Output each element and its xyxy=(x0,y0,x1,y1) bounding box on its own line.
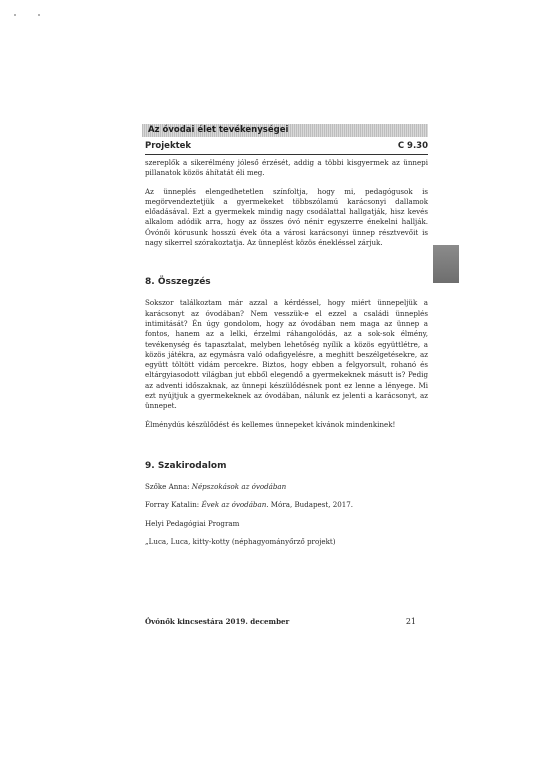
chapter-title: Az óvodai élet tevékenységei xyxy=(148,125,289,135)
section-header xyxy=(145,140,428,155)
reference-item: Forray Katalin: Évek az óvodában. Móra, Budapest, 2017. xyxy=(145,500,354,510)
page-number: 21 xyxy=(405,617,416,626)
scan-artifact xyxy=(14,14,44,18)
section-heading-szakirodalom: 9. Szakirodalom xyxy=(145,460,227,471)
publication-name: Óvónők kincsestára 2019. december xyxy=(145,617,290,626)
section-heading-osszegzes: 8. Összegzés xyxy=(145,277,211,288)
section-code: C 9.30 xyxy=(397,141,428,151)
reference-item: Szőke Anna: Népszokások az óvodában xyxy=(145,481,287,491)
paragraph: Az ünneplés elengedhetetlen színfoltja, hogy mi, pedagógusok is megörvendeztetjük a gyermekeket többszólamú karácsonyi dallamok előadásával. Ezt a gyermekek mindig nagy csodálattal hallgatják, hisz kevés alkalom adódik arra, hogy az összes óvó néniт egyszerre énekelni hallják. Óvónői kórusunk hosszú évek óta a városi karácsonyi ünnep résztvevőit is nagy sikerrel szórakoztatja. Az ünneplést közös énekléssel zárjuk. xyxy=(145,186,428,248)
paragraph: Sokszor találkoztam már azzal a kérdéssel, hogy miért ünnepeljük a karácsonyt az óvodában? Nem vesszük-e el ezzel a családi ünneplés intimitását? Én úgy gondolom, hogy az óvodában nem maga az ünnep a fontos, hanem az a lelki, érzelmi ráhangolódás, az a sok-sok élmény, tevékenység és tapasztalat, melyben lehetőség nyílik a közös együttlétre, a közös játékra, az egymásra való odafigyelésre, a meghitt beszélgetésekre, az együtt töltött vidám percekre. Biztos, hogy ebben a felgyorsult, rohanó és eltárgyiasodott világban jut ebből elegendő a gyermekeknek másutt is? Pedig az adventi időszaknak, az ünnepi készülődésnek pont ez lenne a lényege. Mi ezt nyújtjuk a gyermekeknek az óvodában, nálunk ez jelenti a karácsonyt, az ünnepet. xyxy=(145,298,428,411)
side-thumb-tab xyxy=(433,245,459,283)
section-label: Projektek xyxy=(145,141,192,151)
reference-item: „Luca, Luca, kitty-kotty (néphagyományőrző projekt) xyxy=(145,536,336,546)
paragraph: szereplők a sikerélmény jóleső érzését, addig a többi kisgyermek az ünnepi pillanatok közös áhítatát éli meg. xyxy=(145,158,428,178)
article-body xyxy=(145,158,428,555)
paragraph: Élménydús készülődést és kellemes ünnepeket kívánok mindenkinek! xyxy=(145,419,396,429)
reference-item: Helyi Pedagógiai Program xyxy=(145,518,240,528)
page-footer xyxy=(145,617,416,626)
